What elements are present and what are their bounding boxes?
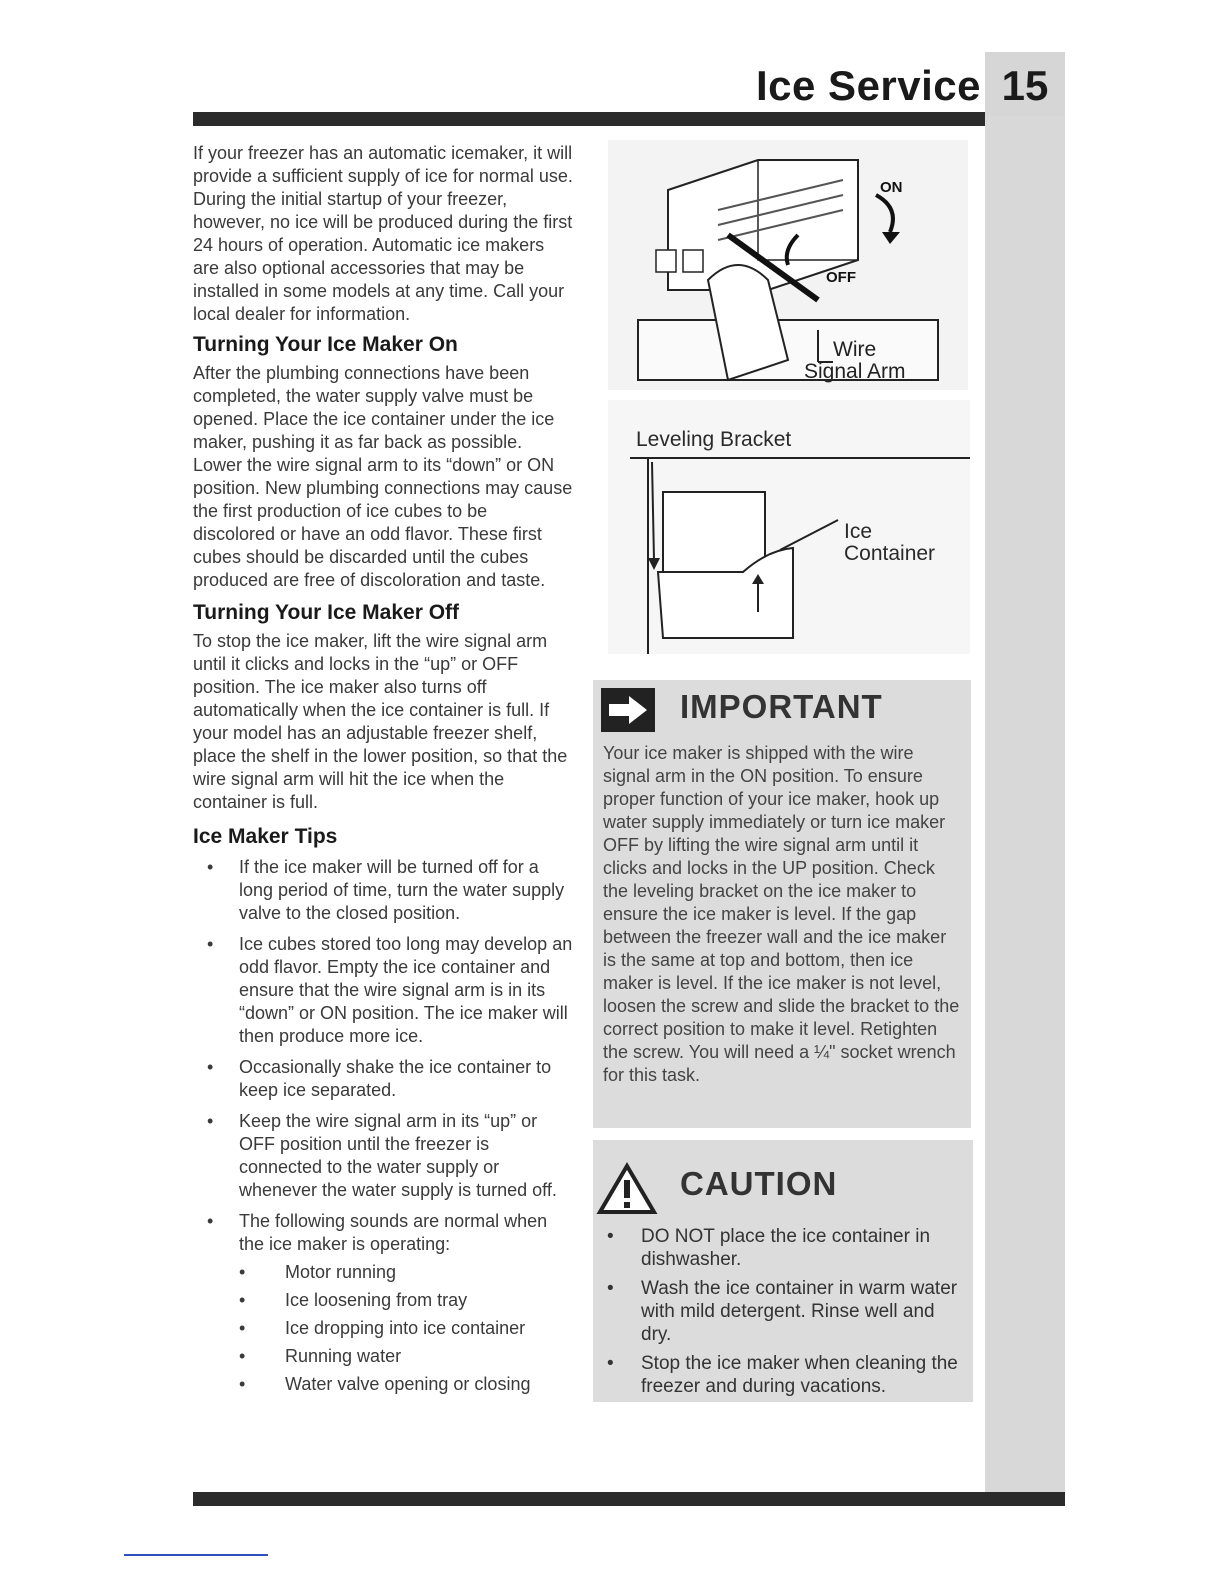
tips-list — [193, 856, 573, 1398]
label-leveling-bracket: Leveling Bracket — [636, 428, 792, 451]
caution-item: • DO NOT place the ice container in dishwasher. — [603, 1225, 967, 1271]
heading-turn-off: Turning Your Ice Maker Off — [193, 601, 460, 624]
left-column — [193, 142, 573, 1406]
caution-list — [603, 1225, 967, 1404]
heading-tips: Ice Maker Tips — [193, 825, 338, 848]
label-on: ON — [880, 179, 903, 196]
tip-item: • If the ice maker will be turned off for a long period of time, turn the water supply valve to the closed position. — [193, 856, 573, 925]
caution-title: CAUTION — [680, 1165, 838, 1202]
side-bar — [985, 112, 1065, 1492]
caution-item: • Wash the ice container in warm water with mild detergent. Rinse well and dry. — [603, 1277, 967, 1346]
ice-maker-illustration — [608, 140, 968, 390]
turn-off-paragraph: To stop the ice maker, lift the wire signal arm until it clicks and locks in the “up” or OFF position. The ice maker also turns off automatically when the ice container is full. If your model has an adjustable freezer shelf, place the shelf in the lower position, so that the wire signal arm will hit the ice when the container is full. — [193, 631, 568, 812]
warning-triangle-icon — [596, 1162, 658, 1216]
important-text: Your ice maker is shipped with the wire signal arm in the ON position. To ensure proper function of your ice maker, hook up water supply immediately or turn ice maker OFF by lifting the wire signal arm until it clicks and locks in the UP position. Check the leveling bracket on the ice maker to ensure the ice maker is level. If the gap between the freezer wall and the ice maker is the same at top and bottom, then ice maker is level. If the ice maker is not level, loosen the screw and slide the bracket to the correct position to make it level. Retighten the screw. You will need a ¼" socket wrench for this task. — [603, 743, 960, 1085]
tip-sounds-text: The following sounds are normal when the ice maker is operating: — [239, 1211, 548, 1254]
ice-maker-block — [663, 492, 765, 574]
sound-item: • Ice loosening from tray — [239, 1286, 573, 1314]
caution-item: • Stop the ice maker when cleaning the freezer and during vacations. — [603, 1352, 967, 1398]
arrow-right-icon — [601, 688, 655, 732]
leveling-bracket-illustration — [608, 400, 970, 654]
sound-item: • Ice dropping into ice container — [239, 1314, 573, 1342]
header-rule — [193, 112, 1065, 126]
sounds-list — [239, 1258, 573, 1398]
heading-turn-on: Turning Your Ice Maker On — [193, 333, 458, 356]
tip-item: • Occasionally shake the ice container to keep ice separated. — [193, 1056, 573, 1102]
page-number: 15 — [1001, 62, 1049, 109]
tip-item: • Keep the wire signal arm in its “up” or OFF position until the freezer is connected to the water supply or whenever the water supply is turned off. — [193, 1110, 573, 1202]
sound-item: • Motor running — [239, 1258, 573, 1286]
label-ice: Ice — [844, 520, 873, 543]
label-container: Container — [844, 542, 936, 565]
sound-item: • Running water — [239, 1342, 573, 1370]
tip-item: • Ice cubes stored too long may develop an odd flavor. Empty the ice container and ensure that the wire signal arm is in its “down” or ON position. The ice maker will then produce more ice. — [193, 933, 573, 1048]
intro-paragraph: If your freezer has an automatic icemaker, it will provide a sufficient supply of ice for normal use. During the initial startup of your freezer, however, no ice will be produced during the first 24 hours of operation. Automatic ice makers are also optional accessories that may be installed in some models at any time. Call your local dealer for information. — [193, 143, 573, 324]
label-off: OFF — [826, 269, 856, 286]
tip-item-sounds — [193, 1210, 573, 1398]
footer-rule — [193, 1492, 1065, 1506]
turn-on-paragraph: After the plumbing connections have been completed, the water supply valve must be opened. Place the ice container under the ice maker, pushing it as far back as possible. Lower the wire signal arm to its “down” or ON position. New plumbing connections may cause the first production of ice cubes to be discolored or have an odd flavor. These first cubes should be discarded until the cubes produced are free of discoloration and taste. — [193, 363, 573, 590]
important-title: IMPORTANT — [680, 688, 883, 725]
label-wire: Wire — [833, 338, 877, 361]
footer-link-line — [124, 1554, 268, 1556]
sound-item: • Water valve opening or closing — [239, 1370, 573, 1398]
page-title: Ice Service — [756, 62, 982, 109]
control-icon — [683, 250, 703, 272]
label-signal-arm: Signal Arm — [804, 360, 906, 383]
control-icon — [656, 250, 676, 272]
